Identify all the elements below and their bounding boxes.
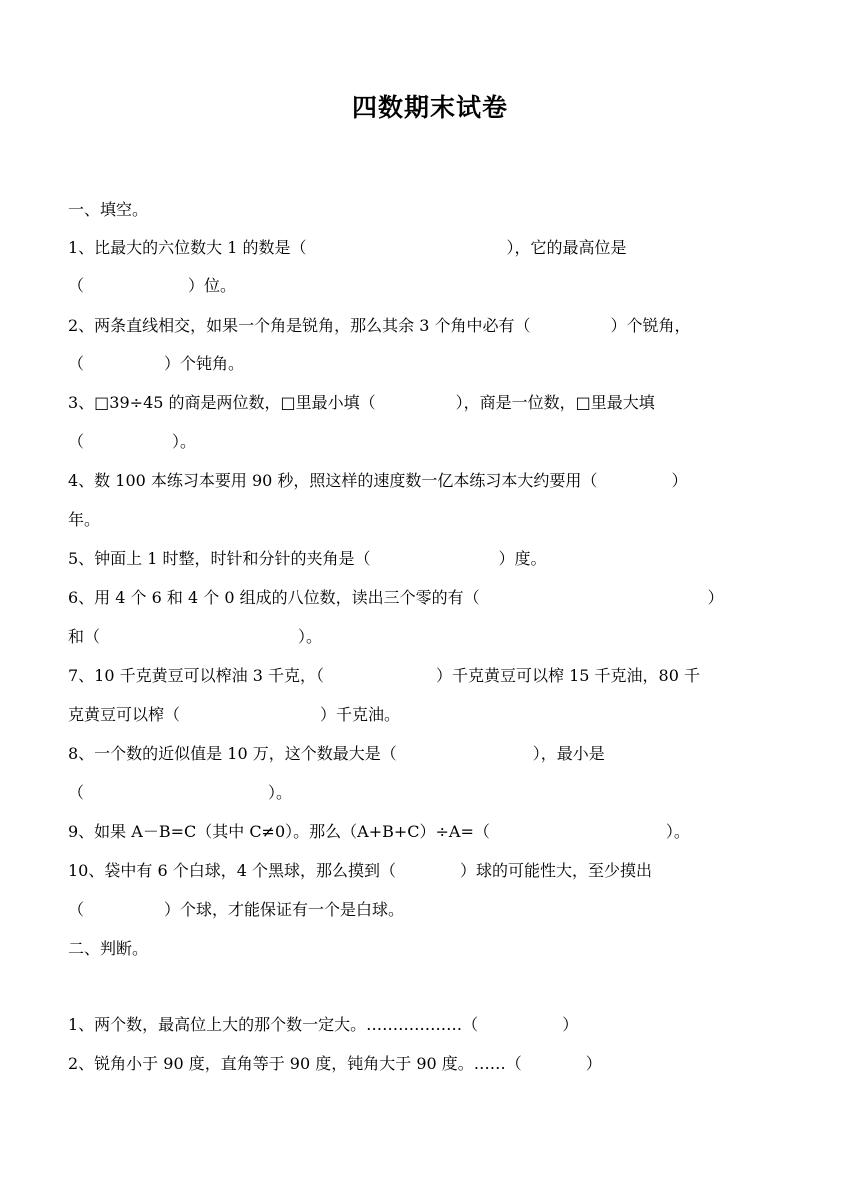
question-7-line-1 bbox=[68, 665, 700, 687]
question-text: ）球的可能性大，至少摸出 bbox=[459, 861, 652, 880]
question-text: 10、袋中有 6 个白球，4 个黑球，那么摸到（ bbox=[68, 861, 396, 880]
question-text: 5、钟面上 1 时整，时针和分针的夹角是（ bbox=[68, 549, 371, 568]
question-text: （ bbox=[68, 783, 85, 802]
question-text: 2、锐角小于 90 度，直角等于 90 度，钝角大于 90 度。……（ bbox=[68, 1054, 522, 1073]
judgement-2 bbox=[68, 1053, 602, 1075]
question-text: 2、两条直线相交，如果一个角是锐角，那么其余 3 个角中必有（ bbox=[68, 316, 531, 335]
question-text: ）个球，才能保证有一个是白球。 bbox=[164, 900, 405, 919]
question-text: 1、比最大的六位数大 1 的数是（ bbox=[68, 238, 307, 257]
question-text: ） bbox=[707, 588, 724, 607]
question-text: ） bbox=[671, 471, 688, 490]
question-text: ） bbox=[585, 1054, 602, 1073]
question-text: ）个钝角。 bbox=[164, 354, 245, 373]
question-text: ）个锐角， bbox=[610, 316, 691, 335]
question-5 bbox=[68, 548, 547, 570]
question-6-line-2 bbox=[68, 626, 322, 648]
question-text: ）。 bbox=[172, 432, 197, 451]
section-heading-fill-blank: 一、填空。 bbox=[68, 200, 149, 219]
question-text: ），商是一位数，□里最大填 bbox=[455, 393, 655, 412]
question-text: （ bbox=[68, 276, 85, 295]
question-text: ）千克油。 bbox=[320, 705, 401, 724]
question-text: ）千克黄豆可以榨 15 千克油，80 千 bbox=[435, 666, 700, 685]
question-text: 克黄豆可以榨（ bbox=[68, 705, 181, 724]
question-8-line-2 bbox=[68, 782, 292, 804]
section-heading-true-false: 二、判断。 bbox=[68, 939, 149, 958]
question-3-line-1 bbox=[68, 392, 655, 414]
question-10-line-1 bbox=[68, 860, 652, 882]
judgement-1 bbox=[68, 1014, 578, 1036]
question-text: ）。 bbox=[665, 822, 690, 841]
question-text: 9、如果 A－B=C（其中 C≠0）。那么（A+B+C）÷A=（ bbox=[68, 822, 490, 841]
question-text: 1、两个数，最高位上大的那个数一定大。………………（ bbox=[68, 1015, 479, 1034]
question-4-line-2 bbox=[68, 509, 100, 531]
question-text: 6、用 4 个 6 和 4 个 0 组成的八位数，读出三个零的有（ bbox=[68, 588, 480, 607]
question-7-line-2 bbox=[68, 704, 400, 726]
question-text: ）。 bbox=[268, 783, 293, 802]
question-9 bbox=[68, 821, 690, 843]
question-1-line-2 bbox=[68, 275, 236, 297]
question-text: 和（ bbox=[68, 627, 101, 646]
question-text: ） bbox=[562, 1015, 579, 1034]
question-text: ），最小是 bbox=[532, 744, 605, 763]
question-text: 7、10 千克黄豆可以榨油 3 千克，（ bbox=[68, 666, 324, 685]
question-text: （ bbox=[68, 900, 85, 919]
question-2-line-1 bbox=[68, 315, 691, 337]
question-text: ）。 bbox=[298, 627, 323, 646]
question-text: （ bbox=[68, 354, 85, 373]
question-text: 4、数 100 本练习本要用 90 秒，照这样的速度数一亿本练习本大约要用（ bbox=[68, 471, 598, 490]
question-text: 8、一个数的近似值是 10 万，这个数最大是（ bbox=[68, 744, 397, 763]
question-1-line-1 bbox=[68, 237, 627, 259]
question-text: ），它的最高位是 bbox=[506, 238, 627, 257]
question-text: ）度。 bbox=[498, 549, 547, 568]
page-title: 四数期末试卷 bbox=[351, 93, 508, 122]
question-4-line-1 bbox=[68, 470, 687, 492]
question-text: 年。 bbox=[68, 510, 101, 529]
question-text: （ bbox=[68, 432, 85, 451]
question-8-line-1 bbox=[68, 743, 605, 765]
question-10-line-2 bbox=[68, 899, 404, 921]
question-text: 3、□39÷45 的商是两位数，□里最小填（ bbox=[68, 393, 376, 412]
question-text: ）位。 bbox=[188, 276, 237, 295]
question-6-line-1 bbox=[68, 587, 724, 609]
question-2-line-2 bbox=[68, 353, 244, 375]
question-3-line-2 bbox=[68, 431, 196, 453]
